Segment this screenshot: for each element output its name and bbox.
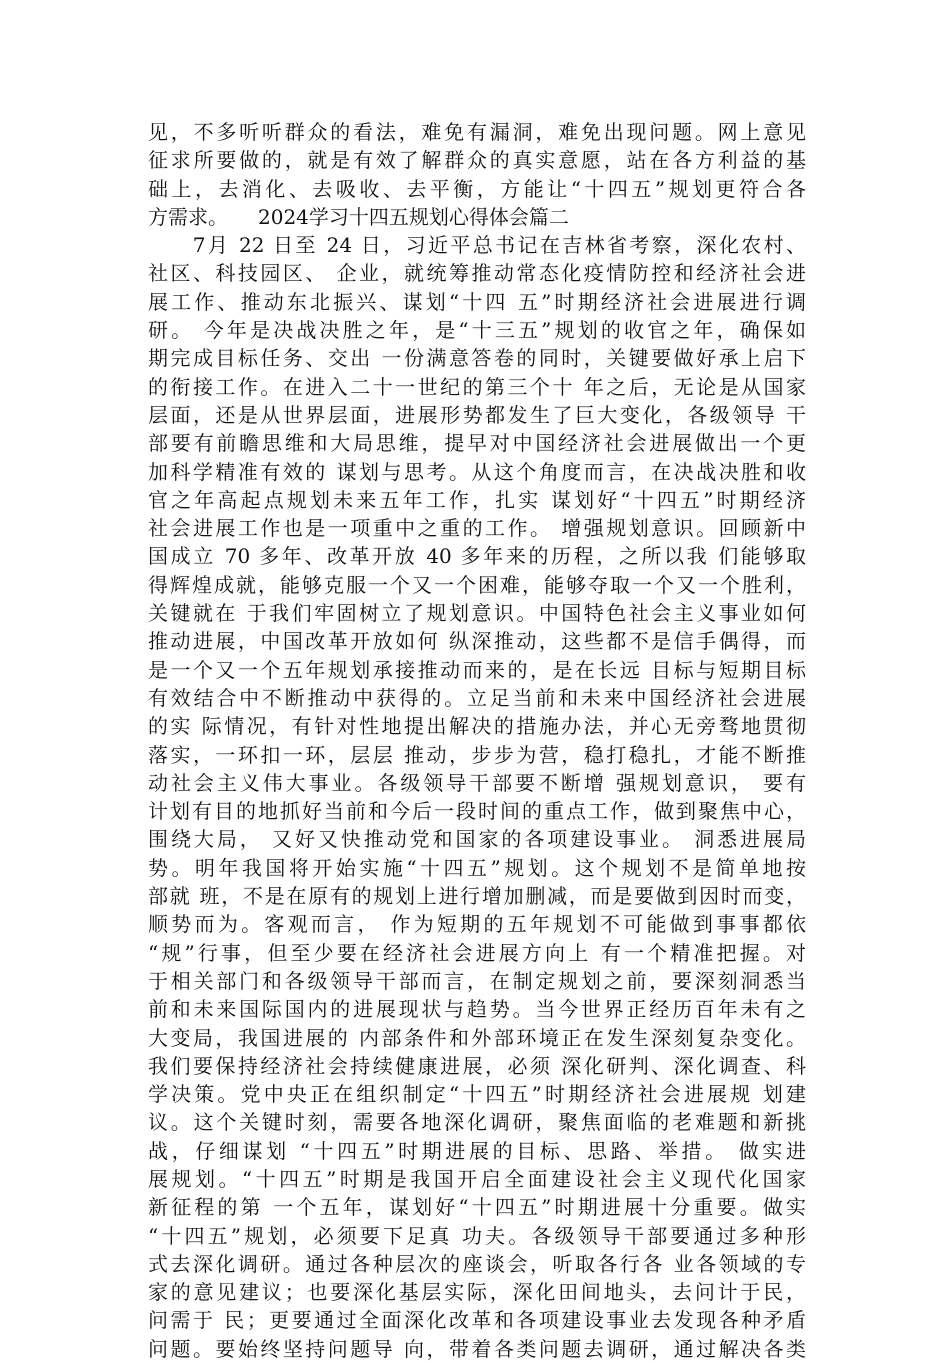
text-line-13: 加科学精准有效的 谋划与思考。从这个角度而言，在决战决胜和收 <box>148 459 806 484</box>
text-line-10: 的衔接工作。在进入二十一世纪的第三个十 年之后，无论是从国家 <box>148 374 806 399</box>
text-line-4: 方需求。 2024学习十四五规划心得体会篇二 <box>148 204 569 229</box>
text-line-23: 落实，一环扣一环，层层 推动，步步为营，稳打稳扎，才能不断推 <box>148 742 806 767</box>
text-line-9: 期完成目标任务、交出 一份满意答卷的同时，关键要做好承上启下 <box>148 346 806 371</box>
text-line-35: 学决策。党中央正在组织制定“十四五”时期经济社会进展规 划建 <box>148 1082 806 1107</box>
text-line-42: 家的意见建议；也要深化基层实际，深化田间地头，去问计于民， <box>148 1280 806 1305</box>
text-line-32: 前和未来国际国内的进展现状与趋势。当今世界正经历百年未有之 <box>148 997 806 1022</box>
text-line-40: “十四五”规划，必须要下足真 功夫。各级领导干部要通过多种形 <box>148 1223 806 1248</box>
text-line-15: 社会进展工作也是一项重中之重的工作。 增强规划意识。回顾新中 <box>148 516 806 541</box>
text-line-16: 国成立 70 多年、改革开放 40 多年来的历程，之所以我 们能够取 <box>148 544 806 569</box>
text-line-30: “规”行事，但至少要在经济社会进展方向上 有一个精准把握。对 <box>148 940 806 965</box>
text-line-5: 7月 22 日至 24 日，习近平总书记在吉林省考察，深化农村、 <box>148 233 806 258</box>
text-line-29: 顺势而为。客观而言， 作为短期的五年规划不可能做到事事都依 <box>148 912 806 937</box>
text-line-19: 推动进展，中国改革开放如何 纵深推动，这些都不是信手偶得，而 <box>148 629 806 654</box>
text-line-26: 围绕大局， 又好又快推动党和国家的各项建设事业。 洞悉进展局 <box>148 827 806 852</box>
text-line-44: 问题。要始终坚持问题导 向，带着各类问题去调研，通过解决各类 <box>148 1336 806 1361</box>
text-line-38: 展规划。“十四五”时期是我国开启全面建设社会主义现代化国家 <box>148 1166 806 1191</box>
text-line-25: 计划有目的地抓好当前和今后一段时间的重点工作，做到聚焦中心， <box>148 799 806 824</box>
text-line-31: 于相关部门和各级领导干部而言，在制定规划之前，要深刻洞悉当 <box>148 968 806 993</box>
text-line-20: 是一个又一个五年规划承接推动而来的，是在长远 目标与短期目标 <box>148 657 806 682</box>
text-line-39: 新征程的第 一个五年，谋划好“十四五”时期进展十分重要。做实 <box>148 1195 806 1220</box>
text-line-11: 层面，还是从世界层面，进展形势都发生了巨大变化，各级领导 干 <box>148 402 806 427</box>
text-line-2: 征求所要做的，就是有效了解群众的真实意愿，站在各方利益的基 <box>148 148 806 173</box>
text-line-36: 议。这个关键时刻，需要各地深化调研，聚焦面临的老难题和新挑 <box>148 1110 806 1135</box>
text-line-28: 部就 班，不是在原有的规划上进行增加删减，而是要做到因时而变， <box>148 884 806 909</box>
text-line-3: 础上，去消化、去吸收、去平衡，方能让“十四五”规划更符合各 <box>148 176 806 201</box>
text-line-7: 展工作、推动东北振兴、谋划“十四 五”时期经济社会进展进行调 <box>148 289 806 314</box>
text-line-27: 势。明年我国将开始实施“十四五”规划。这个规划不是简单地按 <box>148 855 806 880</box>
text-line-6: 社区、科技园区、 企业，就统筹推动常态化疫情防控和经济社会进 <box>148 261 806 286</box>
text-line-41: 式去深化调研。通过各种层次的座谈会，听取各行各 业各领域的专 <box>148 1251 806 1276</box>
text-line-8: 研。 今年是决战决胜之年，是“十三五”规划的收官之年，确保如 <box>148 318 806 343</box>
text-line-14: 官之年高起点规划未来五年工作，扎实 谋划好“十四五”时期经济 <box>148 487 806 512</box>
text-line-1: 见，不多听听群众的看法，难免有漏洞，难免出现问题。网上意见 <box>148 120 806 144</box>
text-line-21: 有效结合中不断推动中获得的。立足当前和未来中国经济社会进展 <box>148 685 806 710</box>
text-line-37: 战，仔细谋划 “十四五”时期进展的目标、思路、举措。 做实进 <box>148 1138 806 1163</box>
text-line-24: 动社会主义伟大事业。各级领导干部要不断增 强规划意识， 要有 <box>148 770 806 795</box>
text-line-17: 得辉煌成就，能够克服一个又一个困难，能够夺取一个又一个胜利， <box>148 572 806 597</box>
text-line-18: 关键就在 于我们牢固树立了规划意识。中国特色社会主义事业如何 <box>148 601 806 626</box>
text-line-43: 问需于 民；更要通过全面深化改革和各项建设事业去发现各种矛盾 <box>148 1308 806 1333</box>
document-body <box>148 118 806 1363</box>
text-line-12: 部要有前瞻思维和大局思维，提早对中国经济社会进展做出一个更 <box>148 431 806 456</box>
text-line-34: 我们要保持经济社会持续健康进展，必须 深化研判、深化调查、科 <box>148 1053 806 1078</box>
text-line-22: 的实 际情况，有针对性地提出解决的措施办法，并心无旁骛地贯彻 <box>148 714 806 739</box>
text-line-33: 大变局，我国进展的 内部条件和外部环境正在发生深刻复杂变化。 <box>148 1025 806 1050</box>
